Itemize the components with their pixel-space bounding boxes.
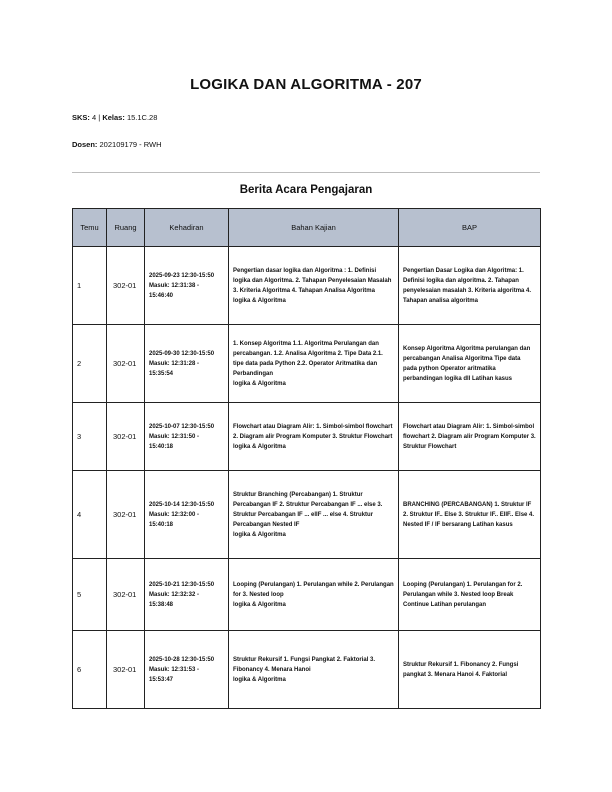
cell-bahan-kajian <box>229 325 399 403</box>
topic-reference: logika & Algoritma <box>233 676 286 683</box>
col-header-bap: BAP <box>399 209 541 247</box>
schedule-time: 2025-09-23 12:30-15:50 <box>149 272 215 279</box>
topic-text: Flowchart atau Diagram Alir: 1. Simbol-simbol flowchart 2. Diagram alir Program Komputer 3. Struktur Flowchart <box>233 423 393 440</box>
topic-text: Pengertian dasar logika dan Algoritma : 1. Definisi logika dan Algoritma. 2. Tahapan Penyelesaian Masalah 3. Kriteria Algoritma 4. Tahapan Analisa Algoritma <box>233 267 392 294</box>
topic-reference: logika & Algoritma <box>233 601 286 608</box>
cell-ruang: 302-01 <box>107 631 145 709</box>
check-in-time: Masuk: 12:31:38 - 15:46:40 <box>149 282 200 299</box>
table-row <box>73 559 541 631</box>
teaching-record-table <box>72 208 541 709</box>
cell-kehadiran <box>145 325 229 403</box>
info-separator: | <box>98 113 101 122</box>
cell-temu: 3 <box>73 403 107 471</box>
table-row <box>73 403 541 471</box>
check-in-time: Masuk: 12:32:32 - 15:38:48 <box>149 591 200 608</box>
cell-ruang: 302-01 <box>107 325 145 403</box>
schedule-time: 2025-10-21 12:30-15:50 <box>149 581 215 588</box>
cell-bahan-kajian <box>229 559 399 631</box>
cell-temu: 1 <box>73 247 107 325</box>
schedule-time: 2025-10-14 12:30-15:50 <box>149 501 215 508</box>
topic-reference: logika & Algoritma <box>233 531 286 538</box>
kelas-value: 15.1C.28 <box>126 113 158 122</box>
cell-bahan-kajian <box>229 403 399 471</box>
cell-ruang: 302-01 <box>107 403 145 471</box>
sks-value: 4 <box>92 113 97 122</box>
check-in-time: Masuk: 12:32:00 - 15:40:18 <box>149 511 200 528</box>
cell-kehadiran <box>145 403 229 471</box>
table-row <box>73 471 541 559</box>
sks-label: SKS: <box>72 113 90 122</box>
schedule-time: 2025-10-07 12:30-15:50 <box>149 423 215 430</box>
section-title: Berita Acara Pengajaran <box>239 184 373 196</box>
topic-reference: logika & Algoritma <box>233 297 286 304</box>
cell-temu: 6 <box>73 631 107 709</box>
cell-bap: Pengertian Dasar Logika dan Algoritma: 1. Definisi logika dan algoritma. 2. Tahapan penyelesaian masalah 3. Kriteria algoritma 4. Tahapan analisa algoritma <box>399 247 541 325</box>
table-header-row <box>73 209 541 247</box>
course-info-line <box>72 113 157 122</box>
col-header-temu: Temu <box>73 209 107 247</box>
cell-kehadiran <box>145 559 229 631</box>
check-in-time: Masuk: 12:31:53 - 15:53:47 <box>149 666 200 683</box>
check-in-time: Masuk: 12:31:28 - 15:35:54 <box>149 360 200 377</box>
cell-bahan-kajian <box>229 471 399 559</box>
lecturer-line <box>72 140 162 149</box>
topic-text: 1. Konsep Algoritma 1.1. Algoritma Perulangan dan percabangan. 1.2. Analisa Algoritma 2. Tipe Data 2.1. tipe data pada Python 2.2. Operator Aritmatika dan Perbandingan <box>233 340 383 377</box>
topic-reference: logika & Algoritma <box>233 380 286 387</box>
cell-kehadiran <box>145 631 229 709</box>
cell-temu: 2 <box>73 325 107 403</box>
cell-ruang: 302-01 <box>107 247 145 325</box>
cell-kehadiran <box>145 247 229 325</box>
topic-text: Looping (Perulangan) 1. Perulangan while 2. Perulangan for 3. Nested loop <box>233 581 394 598</box>
cell-bahan-kajian <box>229 247 399 325</box>
header-divider <box>72 172 540 173</box>
kelas-label: Kelas: <box>102 113 125 122</box>
document-title: LOGIKA DAN ALGORITMA - 207 <box>190 76 422 93</box>
schedule-time: 2025-10-28 12:30-15:50 <box>149 656 215 663</box>
table-row <box>73 325 541 403</box>
cell-ruang: 302-01 <box>107 559 145 631</box>
table-row <box>73 631 541 709</box>
cell-temu: 4 <box>73 471 107 559</box>
cell-ruang: 302-01 <box>107 471 145 559</box>
topic-reference: logika & Algoritma <box>233 443 286 450</box>
col-header-ruang: Ruang <box>107 209 145 247</box>
cell-bap: Struktur Rekursif 1. Fibonancy 2. Fungsi pangkat 3. Menara Hanoi 4. Faktorial <box>399 631 541 709</box>
col-header-bahan-kajian: Bahan Kajian <box>229 209 399 247</box>
cell-bap: Looping (Perulangan) 1. Perulangan for 2. Perulangan while 3. Nested loop Break Continue Latihan perulangan <box>399 559 541 631</box>
topic-text: Struktur Branching (Percabangan) 1. Struktur Percabangan IF 2. Struktur Percabangan IF ... else 3. Struktur Percabangan IF ... elIF ... else 4. Struktur Percabangan Nested IF <box>233 491 383 528</box>
cell-kehadiran <box>145 471 229 559</box>
dosen-value: 202109179 - RWH <box>99 140 162 149</box>
topic-text: Struktur Rekursif 1. Fungsi Pangkat 2. Faktorial 3. Fibonancy 4. Menara Hanoi <box>233 656 376 673</box>
cell-temu: 5 <box>73 559 107 631</box>
cell-bahan-kajian <box>229 631 399 709</box>
check-in-time: Masuk: 12:31:50 - 15:40:18 <box>149 433 200 450</box>
schedule-time: 2025-09-30 12:30-15:50 <box>149 350 215 357</box>
cell-bap: Konsep Algoritma Algoritma perulangan dan percabangan Analisa Algoritma Tipe data pada python Operator aritmatika perbandingan logika dll Latihan kasus <box>399 325 541 403</box>
table-row <box>73 247 541 325</box>
cell-bap: Flowchart atau Diagram Alir: 1. Simbol-simbol flowchart 2. Diagram alir Program Komputer 3. Struktur Flowchart <box>399 403 541 471</box>
cell-bap: BRANCHING (PERCABANGAN) 1. Struktur IF 2. Struktur IF.. Else 3. Struktur IF.. ElIF.. Else 4. Nested IF / IF bersarang Latihan kasus <box>399 471 541 559</box>
col-header-kehadiran: Kehadiran <box>145 209 229 247</box>
dosen-label: Dosen: <box>72 140 98 149</box>
